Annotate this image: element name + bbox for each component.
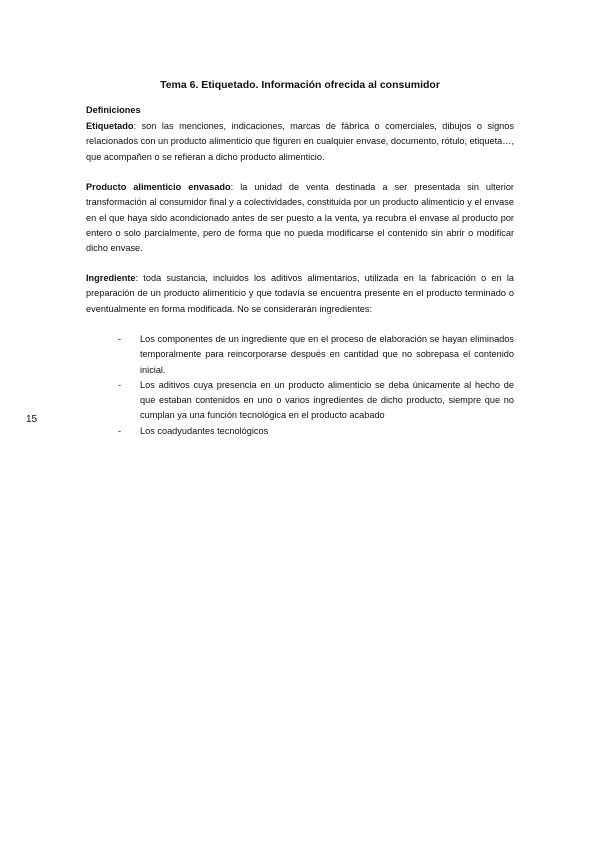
page-title: Tema 6. Etiquetado. Información ofrecida al consumidor: [160, 79, 440, 91]
definition-term: Ingrediente: [86, 273, 136, 283]
definition-ingrediente: [86, 271, 514, 317]
bullet-dash: -: [118, 379, 122, 390]
list-item-text: Los componentes de un ingrediente que en el proceso de elaboración se hayan eliminados temporalmente para reincorporarse después en cantidad que no sobrepasa el contenido inicial.: [140, 334, 514, 375]
list-item-text: Los aditivos cuya presencia en un producto alimenticio se deba únicamente al hecho de que estaban contenidos en uno o varios ingredientes de dicho producto, siempre que no cumplan ya una función tecnológica en el producto acabado: [140, 379, 514, 421]
list-item: [118, 378, 514, 424]
definition-text: : la unidad de venta destinada a ser presentada sin ulterior transformación al consumidor final y a colectividades, constituida por un producto alimenticio y el envase en el que haya sido acondicionado antes de ser puesto a la venta, ya recubra el envase al producto por entero o solo parcialmente, pero de forma que no pueda modificarse el contenido sin abrir o modificar dicho envase.: [86, 182, 514, 254]
definition-term: Producto alimenticio envasado: [86, 182, 231, 192]
definition-producto-envasado: [86, 180, 514, 256]
page-number: 15: [26, 414, 38, 425]
definition-etiquetado: [86, 119, 514, 165]
section-heading: Definiciones: [86, 105, 141, 115]
definition-text: : toda sustancia, incluidos los aditivos alimentarios, utilizada en la fabricación o en la preparación de un producto alimenticio y que todavía se encuentra presente en el producto terminado o eventualmente en forma modificada. No se considerarán ingredientes:: [86, 273, 514, 314]
list-item: [118, 332, 514, 378]
definition-term: Etiquetado: [86, 121, 134, 131]
definition-text: : son las menciones, indicaciones, marcas de fábrica o comerciales, dibujos o signos relacionados con un producto alimenticio que figuren en cualquier envase, documento, rótulo, etiqueta…, que acompañen o se refieran a dicho producto alimenticio.: [86, 121, 514, 162]
exclusions-list: [118, 332, 514, 439]
bullet-dash: -: [118, 425, 122, 436]
list-item-text: Los coadyudantes tecnológicos: [140, 425, 269, 436]
bullet-dash: -: [118, 334, 122, 344]
list-item: [118, 424, 514, 439]
